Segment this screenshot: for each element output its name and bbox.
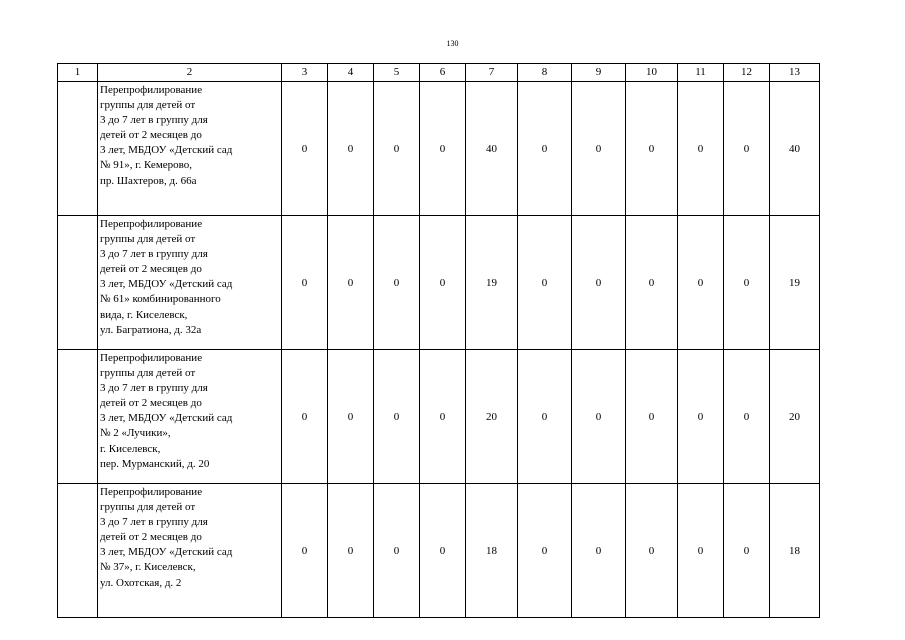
- description-cell: Перепрофилирование группы для детей от 3 до 7 лет в группу для детей от 2 месяцев до 3 лет, МБДОУ «Детский сад № 61» комбинированного вида, г. Киселевск, ул. Багратиона, д. 32а: [98, 216, 282, 350]
- value-cell: 0: [420, 82, 466, 216]
- header-row: [58, 64, 820, 82]
- row-number-cell: [58, 484, 98, 618]
- total-cell: 18: [770, 484, 820, 618]
- column-header: 1: [58, 64, 98, 82]
- total-cell: 20: [770, 350, 820, 484]
- row-number-cell: [58, 216, 98, 350]
- value-cell: 0: [724, 484, 770, 618]
- value-cell: 0: [572, 350, 626, 484]
- column-header: 9: [572, 64, 626, 82]
- table-row: [58, 484, 820, 618]
- value-cell: 0: [724, 82, 770, 216]
- description-cell: Перепрофилирование группы для детей от 3 до 7 лет в группу для детей от 2 месяцев до 3 лет, МБДОУ «Детский сад № 91», г. Кемерово, пр. Шахтеров, д. 66а: [98, 82, 282, 216]
- value-cell: 18: [466, 484, 518, 618]
- row-number-cell: [58, 350, 98, 484]
- value-cell: 0: [374, 216, 420, 350]
- value-cell: 0: [678, 350, 724, 484]
- value-cell: 40: [466, 82, 518, 216]
- value-cell: 0: [626, 350, 678, 484]
- total-cell: 40: [770, 82, 820, 216]
- value-cell: 0: [626, 484, 678, 618]
- row-number-cell: [58, 82, 98, 216]
- value-cell: 0: [420, 484, 466, 618]
- column-header: 6: [420, 64, 466, 82]
- column-header: 7: [466, 64, 518, 82]
- value-cell: 0: [328, 216, 374, 350]
- value-cell: 0: [518, 216, 572, 350]
- value-cell: 0: [724, 216, 770, 350]
- value-cell: 0: [328, 484, 374, 618]
- description-cell: Перепрофилирование группы для детей от 3 до 7 лет в группу для детей от 2 месяцев до 3 лет, МБДОУ «Детский сад № 37», г. Киселевск, ул. Охотская, д. 2: [98, 484, 282, 618]
- value-cell: 0: [374, 484, 420, 618]
- value-cell: 0: [420, 350, 466, 484]
- table-row: [58, 216, 820, 350]
- value-cell: 0: [678, 216, 724, 350]
- column-header: 5: [374, 64, 420, 82]
- column-header: 12: [724, 64, 770, 82]
- column-header: 2: [98, 64, 282, 82]
- value-cell: 0: [678, 82, 724, 216]
- value-cell: 0: [518, 350, 572, 484]
- value-cell: 19: [466, 216, 518, 350]
- value-cell: 0: [282, 484, 328, 618]
- value-cell: 0: [518, 484, 572, 618]
- column-header: 8: [518, 64, 572, 82]
- description-cell: Перепрофилирование группы для детей от 3 до 7 лет в группу для детей от 2 месяцев до 3 лет, МБДОУ «Детский сад № 2 «Лучики», г. Киселевск, пер. Мурманский, д. 20: [98, 350, 282, 484]
- value-cell: 0: [724, 350, 770, 484]
- value-cell: 0: [328, 350, 374, 484]
- page-number: 130: [446, 39, 459, 48]
- data-table: [57, 63, 820, 618]
- value-cell: 0: [282, 216, 328, 350]
- table-row: [58, 350, 820, 484]
- column-header: 4: [328, 64, 374, 82]
- column-header: 10: [626, 64, 678, 82]
- column-header: 11: [678, 64, 724, 82]
- value-cell: 0: [420, 216, 466, 350]
- value-cell: 0: [572, 484, 626, 618]
- value-cell: 0: [374, 82, 420, 216]
- value-cell: 0: [518, 82, 572, 216]
- value-cell: 0: [374, 350, 420, 484]
- value-cell: 0: [328, 82, 374, 216]
- column-header: 3: [282, 64, 328, 82]
- total-cell: 19: [770, 216, 820, 350]
- value-cell: 0: [626, 82, 678, 216]
- table-body: [58, 82, 820, 618]
- value-cell: 0: [572, 82, 626, 216]
- table-row: [58, 82, 820, 216]
- column-header: 13: [770, 64, 820, 82]
- table-header: [58, 64, 820, 82]
- value-cell: 0: [678, 484, 724, 618]
- value-cell: 20: [466, 350, 518, 484]
- value-cell: 0: [626, 216, 678, 350]
- value-cell: 0: [282, 350, 328, 484]
- value-cell: 0: [282, 82, 328, 216]
- value-cell: 0: [572, 216, 626, 350]
